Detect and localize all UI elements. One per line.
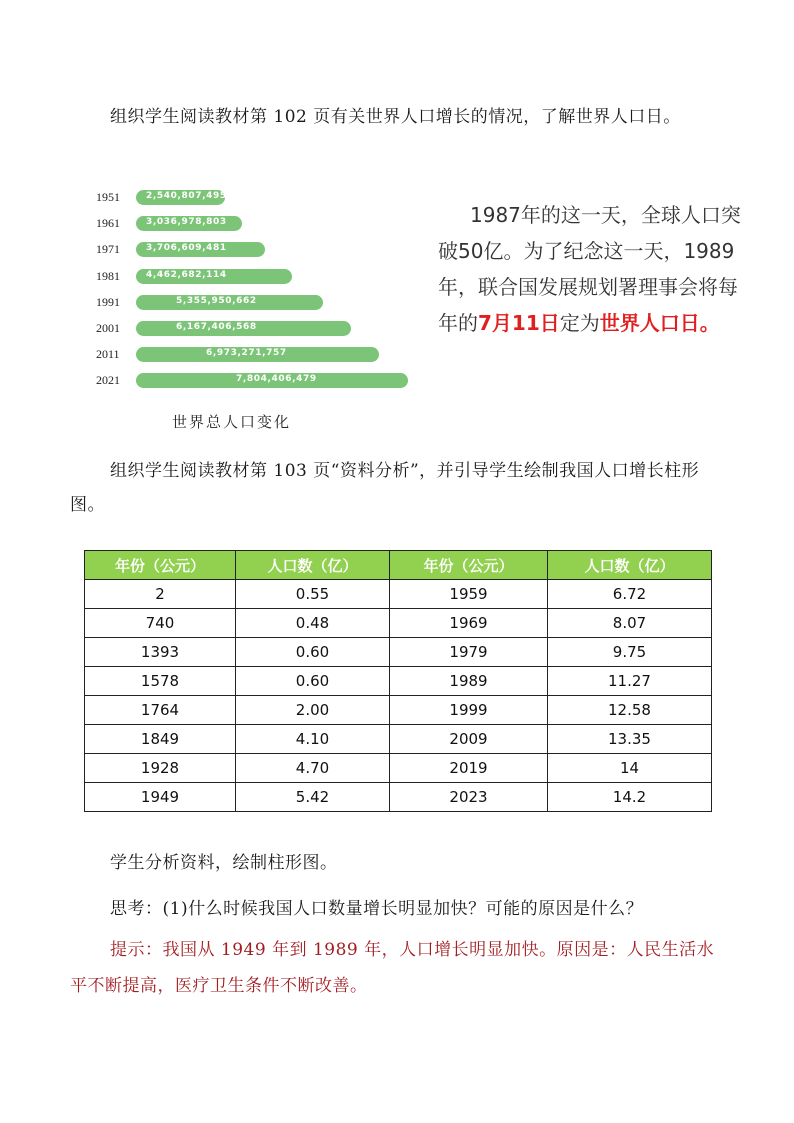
intro-paragraph-1: 组织学生阅读教材第 102 页有关世界人口增长的情况，了解世界人口日。 [110,107,681,127]
bar-value-label: 2,540,807,495 [146,191,227,201]
bar-row [96,293,416,313]
bar-year-label: 1981 [96,268,120,283]
bar-row [96,319,416,339]
bar-year-label: 2001 [96,321,120,335]
bar-value-label: 3,036,978,803 [146,217,227,228]
bar-value-label: 4,462,682,114 [146,269,227,280]
cell-year-2: 1999 [390,696,548,725]
population-bar [136,321,351,336]
cell-pop-1: 0.60 [236,667,390,696]
side-text-highlight: 世界人口日。 [599,311,720,335]
bar-row [96,371,416,391]
cell-pop-1: 4.70 [236,754,390,783]
cell-year-2: 1959 [390,580,548,609]
bar-value-label: 7,804,406,479 [236,374,317,385]
header-year-2: 年份（公元） [390,551,548,580]
header-pop-1: 人口数（亿） [236,551,390,580]
cell-year-1: 1928 [85,754,236,783]
table-header-row [85,551,712,580]
bar-value-label: 6,167,406,568 [176,322,257,332]
cell-year-2: 2009 [390,725,548,754]
population-bar [136,242,265,257]
header-pop-2: 人口数（亿） [548,551,712,580]
cell-year-2: 1969 [390,609,548,638]
cell-pop-2: 8.07 [548,609,712,638]
bar-row [96,188,416,208]
bar-value-label: 6,973,271,757 [206,348,287,359]
hint: 提示：我国从 1949 年到 1989 年，人口增长明显加快。原因是：人民生活水平不断提高，医疗卫生条件不断改善。 [70,940,715,996]
table-row [85,754,712,783]
cell-pop-2: 12.58 [548,696,712,725]
cell-year-2: 1979 [390,638,548,667]
cell-pop-1: 4.10 [236,725,390,754]
side-text-part1: 1987年的这一天，全球人口突破50亿。为了纪念这一天，1989年，联合国发展规划署理事会将每年的 [438,203,741,335]
cell-pop-2: 14.2 [548,783,712,812]
bar-year-label: 1951 [96,190,120,204]
china-population-table [84,550,712,812]
student-task: 学生分析资料，绘制柱形图。 [110,853,338,873]
question: 思考：(1)什么时候我国人口数量增长明显加快？可能的原因是什么？ [110,899,644,919]
table-row [85,580,712,609]
bar-year-label: 1961 [96,216,120,231]
population-bar [136,347,379,362]
chart-caption: 世界总人口变化 [172,413,292,431]
table-row [85,667,712,696]
cell-year-1: 1849 [85,725,236,754]
cell-pop-2: 9.75 [548,638,712,667]
bar-value-label: 5,355,950,662 [176,295,257,306]
cell-pop-1: 5.42 [236,783,390,812]
cell-year-2: 1989 [390,667,548,696]
population-bar [136,373,408,388]
cell-year-1: 1578 [85,667,236,696]
table-row [85,696,712,725]
cell-pop-2: 14 [548,754,712,783]
bar-row [96,267,416,287]
header-year-1: 年份（公元） [85,551,236,580]
cell-year-1: 1949 [85,783,236,812]
cell-pop-1: 0.60 [236,638,390,667]
population-bar [136,295,323,310]
bar-row [96,345,416,365]
cell-year-1: 740 [85,609,236,638]
bar-year-label: 1991 [96,294,120,309]
population-bar [136,190,225,205]
side-text-part2: 定为 [559,311,600,335]
cell-pop-2: 6.72 [548,580,712,609]
intro-paragraph-2: 组织学生阅读教材第 103 页“资料分析”，并引导学生绘制我国人口增长柱形图。 [70,461,700,515]
table-row [85,609,712,638]
cell-pop-1: 2.00 [236,696,390,725]
bar-row [96,214,416,234]
cell-year-2: 2023 [390,783,548,812]
population-day-text [438,197,748,341]
table-row [85,783,712,812]
population-bar [136,216,242,231]
bar-row [96,240,416,260]
cell-year-1: 1393 [85,638,236,667]
side-text-date: 7月11日 [478,311,560,335]
bar-year-label: 2011 [96,347,120,362]
cell-year-1: 2 [85,580,236,609]
cell-year-2: 2019 [390,754,548,783]
cell-pop-1: 0.48 [236,609,390,638]
table-row [85,638,712,667]
cell-pop-2: 13.35 [548,725,712,754]
population-bar [136,269,292,284]
cell-pop-1: 0.55 [236,580,390,609]
table-row [85,725,712,754]
cell-pop-2: 11.27 [548,667,712,696]
cell-year-1: 1764 [85,696,236,725]
bar-year-label: 2021 [96,373,120,388]
world-population-bar-chart [96,188,416,403]
bar-year-label: 1971 [96,242,120,257]
bar-value-label: 3,706,609,481 [146,243,227,254]
